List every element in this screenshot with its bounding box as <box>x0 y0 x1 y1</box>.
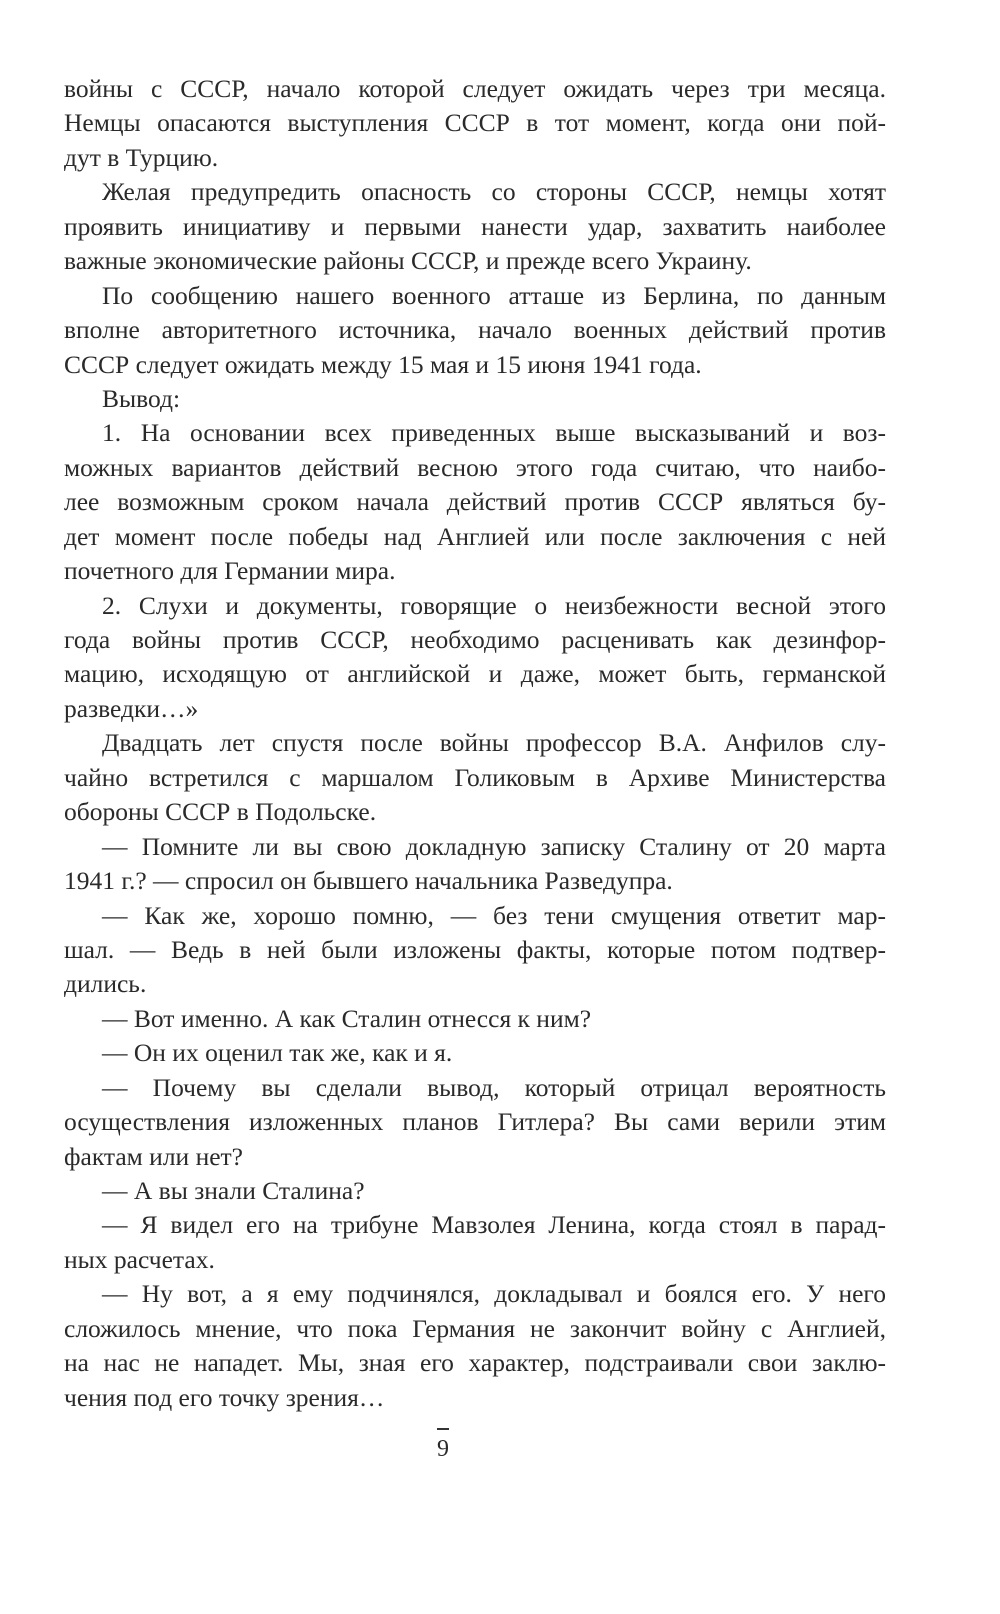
text-line: — Вот именно. А как Сталин отнесся к ним? <box>102 1003 592 1033</box>
paragraph <box>64 1208 886 1277</box>
text-line: дет момент после победы над Англией или после заключения с ней <box>64 521 886 551</box>
text-line: — А вы знали Сталина? <box>102 1176 365 1205</box>
text-line: — Почему вы сделали вывод, который отрицал вероятность <box>102 1072 886 1102</box>
text-line: дут в Турцию. <box>64 142 219 172</box>
text-line: лее возможным сроком начала действий против СССР являться бу- <box>64 487 886 517</box>
page-number-dash <box>437 1428 449 1430</box>
text-line: ных расчетах. <box>64 1244 215 1274</box>
text-line: — Он их оценил так же, как и я. <box>102 1038 453 1068</box>
text-line: — Ну вот, а я ему подчинялся, докладывал и боялся его. У него <box>102 1279 886 1309</box>
text-line: обороны СССР в Подольске. <box>64 797 377 827</box>
text-line: — Как же, хорошо помню, — без тени смущения ответит мар- <box>102 900 886 930</box>
paragraph <box>64 1071 886 1174</box>
paragraph <box>64 1277 886 1415</box>
text-line: года войны против СССР, необходимо расценивать как дезинфор- <box>64 625 886 654</box>
text-line: разведки…» <box>64 693 199 723</box>
text-line: на нас не нападет. Мы, зная его характер, подстраивали свои заклю- <box>64 1348 886 1378</box>
text-line: Двадцать лет спустя после войны профессор В.А. Анфилов слу- <box>102 728 886 758</box>
paragraph <box>64 589 886 727</box>
text-line: По сообщению нашего военного атташе из Берлина, по данным <box>102 280 886 310</box>
paragraph <box>64 279 886 382</box>
text-line: проявить инициативу и первыми нанести удар, захватить наиболее <box>64 211 886 241</box>
text-line: СССР следует ожидать между 15 мая и 15 июня 1941 года. <box>64 349 702 379</box>
text-line: 2. Слухи и документы, говорящие о неизбежности весной этого <box>102 590 886 620</box>
text-line: дились. <box>64 969 147 999</box>
paragraph <box>64 72 886 175</box>
text-line: вполне авторитетного источника, начало военных действий против <box>64 315 886 345</box>
page-number-value: 9 <box>437 1436 449 1462</box>
text-line: Вывод: <box>102 383 181 413</box>
text-line: 1. На основании всех приведенных выше высказываний и воз- <box>102 418 886 448</box>
paragraph <box>64 830 886 899</box>
text-line: сложилось мнение, что пока Германия не закончит войну с Англией, <box>64 1313 886 1343</box>
text-line: шал. — Ведь в ней были изложены факты, которые потом подтвер- <box>64 934 886 964</box>
text-line: почетного для Германии мира. <box>64 556 396 586</box>
paragraph <box>64 416 886 588</box>
text-line: чайно встретился с маршалом Голиковым в Архиве Министерства <box>64 762 886 792</box>
paragraph <box>64 382 886 416</box>
text-line: Желая предупредить опасность со стороны СССР, немцы хотят <box>102 177 886 207</box>
body-text <box>64 72 886 1415</box>
text-line: войны с СССР, начало которой следует ожидать через три месяца. <box>64 74 886 103</box>
text-line: осуществления изложенных планов Гитлера? Вы сами верили этим <box>64 1107 886 1137</box>
text-line: — Помните ли вы свою докладную записку Сталину от 20 марта <box>102 831 886 861</box>
text-line: мацию, исходящую от английской и даже, может быть, германской <box>64 659 886 689</box>
paragraph <box>64 899 886 1002</box>
text-line: Немцы опасаются выступления СССР в тот момент, когда они пой- <box>64 108 886 138</box>
text-line: важные экономические районы СССР, и прежде всего Украину. <box>64 246 752 276</box>
paragraph <box>64 1036 886 1070</box>
text-line: можных вариантов действий весною этого года считаю, что наибо- <box>64 452 886 482</box>
paragraph <box>64 1174 886 1208</box>
paragraph <box>64 1002 886 1036</box>
text-line: чения под его точку зрения… <box>64 1382 385 1412</box>
paragraph <box>64 726 886 829</box>
paragraph <box>64 175 886 278</box>
text-line: 1941 г.? — спросил он бывшего начальника Разведупра. <box>64 866 673 896</box>
text-line: — Я видел его на трибуне Мавзолея Ленина, когда стоял в парад- <box>102 1210 886 1240</box>
text-line: фактам или нет? <box>64 1141 243 1171</box>
page-number <box>423 1428 463 1463</box>
